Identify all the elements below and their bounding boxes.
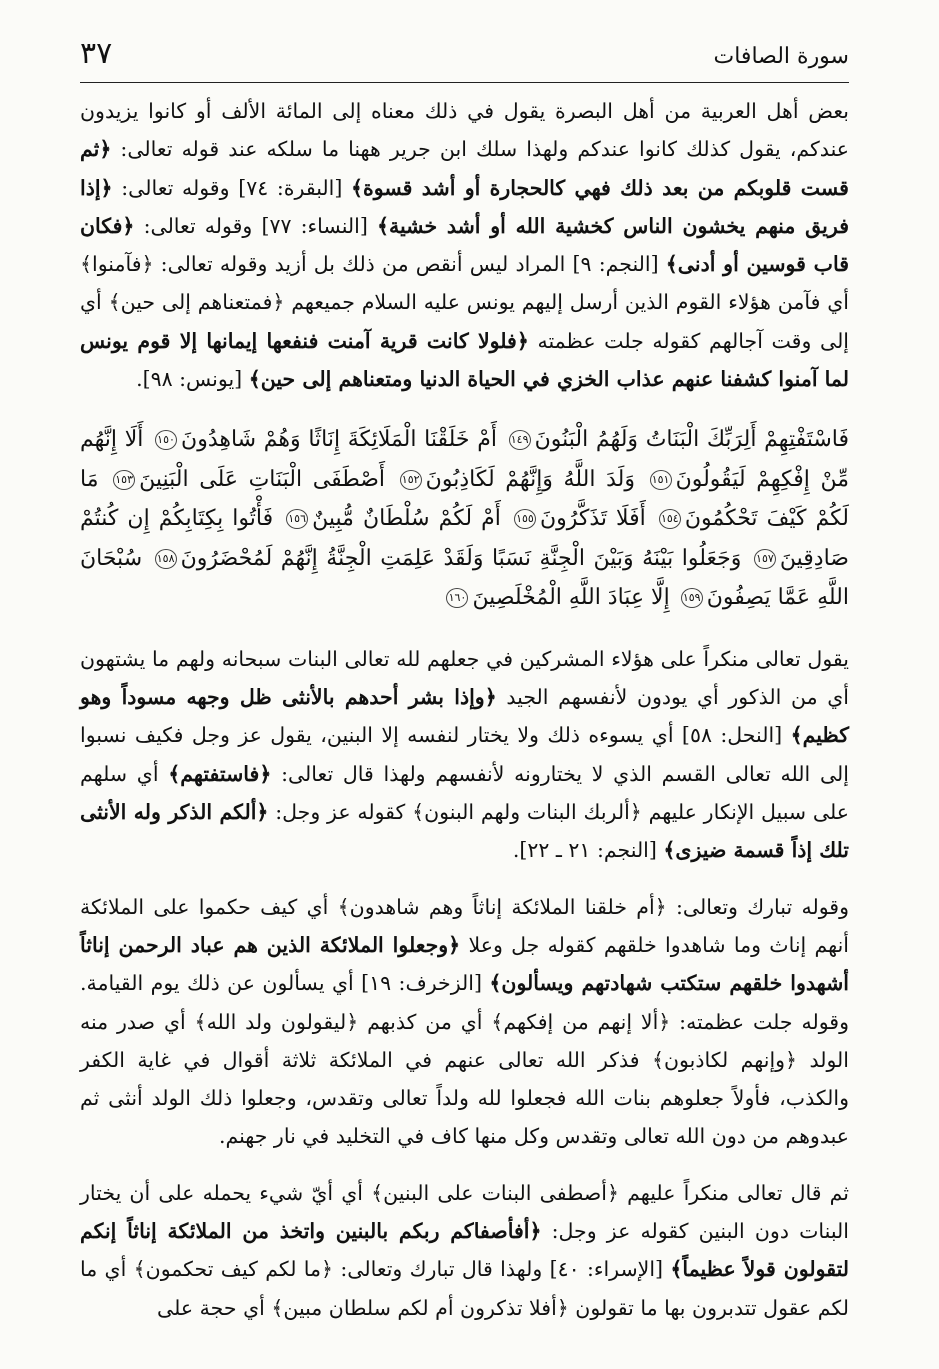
header-rule [80, 82, 849, 83]
quoted-verse: ﴿فكان قاب قوسين أو أدنى﴾ [80, 213, 849, 277]
commentary-text: أي سلهم على سبيل الإنكار عليهم ﴿ألربك البنات ولهم البنون﴾ كقوله عز وجل: [80, 761, 849, 825]
quoted-verse: ﴿وإذا بشر أحدهم بالأنثى ظل وجهه مسوداً وهو كظيم﴾ [80, 685, 850, 748]
ayah-number-medallion: ١٦٠ [446, 588, 468, 608]
commentary-text: [النجم: ٩] المراد ليس أنقص من ذلك بل أزيد وقوله تعالى: ﴿فآمنوا﴾ أي فآمن هؤلاء القوم الذين أرسل إليهم يونس عليه السلام جميعهم ﴿فمتعناهم إلى حين﴾ أي إلى وقت آجالهم كقوله جلت عظمته [80, 252, 850, 353]
ayah-number-medallion: ١٥٢ [400, 470, 422, 490]
page-number: ٣٧ [80, 36, 113, 71]
quoted-verse: ﴿إذا فريق منهم يخشون الناس كخشية الله أو أشد خشية﴾ [80, 175, 850, 238]
ayah-number-medallion: ١٥٣ [113, 470, 135, 490]
commentary-text: وقوله تبارك وتعالى: ﴿أم خلقنا الملائكة إناثاً وهم شاهدون﴾ أي كيف حكموا على الملائكة أنهم إناث وما شاهدوا خلقهم كقوله جل وعلا [80, 894, 849, 957]
quoted-verse: ﴿وجعلوا الملائكة الذين هم عباد الرحمن إناثاً أشهدوا خلقهم ستكتب شهادتهم ويسألون﴾ [80, 932, 849, 996]
commentary-text: [يونس: ٩٨]. [136, 367, 249, 392]
ayah-text: أَمْ خَلَقْنَا الْمَلَائِكَةَ إِنَاثًا وَهُمْ شَاهِدُونَ [181, 427, 497, 453]
ayah-number-medallion: ١٥٩ [681, 588, 703, 608]
ayah-text: فَاسْتَفْتِهِمْ أَلِرَبِّكَ الْبَنَاتُ وَلَهُمُ الْبَنُونَ [534, 427, 850, 453]
ayah-text: إِلَّا عِبَادَ اللَّهِ الْمُخْلَصِينَ [472, 585, 670, 611]
commentary-text: [النجم: ٢١ ـ ٢٢]. [512, 838, 664, 863]
commentary-text: ثم قال تعالى منكراً عليهم ﴿أصطفى البنات على البنين﴾ أي أيّ شيء يحمله على أن يختار البنات دون البنين كقوله عز وجل: [80, 1180, 849, 1244]
paragraph-3 [80, 888, 849, 1156]
page-content [80, 92, 849, 1327]
ayah-text: وَجَعَلُوا بَيْنَهُ وَبَيْنَ الْجِنَّةِ نَسَبًا وَلَقَدْ عَلِمَتِ الْجِنَّةُ إِنَّهُمْ لَمُحْضَرُونَ [180, 545, 742, 571]
ayah-text: فَأْتُوا بِكِتَابِكُمْ إِن كُنتُمْ صَادِقِينَ [80, 506, 849, 571]
page-header [80, 34, 849, 82]
ayah-number-medallion: ١٥٨ [155, 549, 177, 569]
ayah-text: وَلَدَ اللَّهُ وَإِنَّهُمْ لَكَاذِبُونَ [425, 466, 635, 492]
quoted-verse: ﴿فلولا كانت قرية آمنت فنفعها إيمانها إلا قوم يونس لما آمنوا كشفنا عنهم عذاب الخزي في الحياة الدنيا ومتعناهم إلى حين﴾ [80, 328, 849, 392]
commentary-text: [النحل: ٥٨] أي يسوءه ذلك ولا يختار لنفسه إلا البنين، يقول عز وجل فكيف نسبوا إلى الله تعالى القسم الذي لا يختارونه لأنفسهم ولهذا قال تعالى: [80, 723, 849, 786]
ayah-number-medallion: ١٥٧ [754, 549, 776, 569]
ayah-text: أَصْطَفَى الْبَنَاتِ عَلَى الْبَنِينَ [139, 466, 386, 492]
quoted-verse: ﴿ثم قست قلوبكم من بعد ذلك فهي كالحجارة أو أشد قسوة﴾ [80, 137, 849, 200]
ayah-number-medallion: ١٥٦ [286, 509, 308, 529]
commentary-text: [البقرة: ٧٤] وقوله تعالى: [112, 175, 352, 200]
paragraph-4 [80, 1174, 849, 1327]
commentary-text: بعض أهل العربية من أهل البصرة يقول في ذلك معناه إلى المائة الألف أو كانوا يزيدون عندكم، يقول كذلك كانوا عندكم ولهذا سلك ابن جرير ههنا ما سلكه عند قوله تعالى: [80, 99, 849, 162]
commentary-text: [الزخرف: ١٩] أي يسألون عن ذلك يوم القيامة. وقوله جلت عظمته: ﴿ألا إنهم من إفكهم﴾ أي من كذبهم ﴿ليقولون ولد الله﴾ أي صدر منه الولد ﴿وإنهم لكاذبون﴾ فذكر الله تعالى عنهم في الملائكة ثلاثة أقوال في غاية الكفر والكذب، فأولاً جعلوهم بنات الله فجعلوا لله ولداً تعالى وتقدس، وجعلوا ذلك الولد أنثى ثم عبدوهم من دون الله تعالى وتقدس وكل منها كاف في التخليد في نار جهنم. [80, 971, 849, 1149]
ayah-number-medallion: ١٥١ [650, 470, 672, 490]
commentary-text: [الإسراء: ٤٠] ولهذا قال تبارك وتعالى: ﴿ما لكم كيف تحكمون﴾ أي ما لكم عقول تتدبرون بها ما تقولون ﴿أفلا تذكرون أم لكم سلطان مبين﴾ أي حجة على [80, 1257, 849, 1320]
paragraph-gap [80, 1156, 849, 1174]
ayah-number-medallion: ١٤٩ [509, 430, 531, 450]
ayah-text: أَمْ لَكُمْ سُلْطَانٌ مُّبِينٌ [312, 506, 501, 532]
paragraph-gap [80, 870, 849, 888]
ayah-number-medallion: ١٥٤ [659, 509, 681, 529]
paragraph-2 [80, 640, 849, 870]
ayah-text: أَفَلَا تَذَكَّرُونَ [539, 506, 646, 532]
ayah-number-medallion: ١٥٠ [155, 430, 177, 450]
quoted-verse: ﴿فاستفتهم﴾ [168, 761, 272, 786]
quran-passage [80, 420, 849, 618]
commentary-text: [النساء: ٧٧] وقوله تعالى: [134, 213, 377, 238]
quoted-verse: ﴿أفأصفاكم ربكم بالبنين واتخذ من الملائكة إناثاً إنكم لتقولون قولاً عظيماً﴾ [80, 1219, 850, 1282]
ayah-text: أَلَا إِنَّهُم مِّنْ إِفْكِهِمْ لَيَقُولُونَ [80, 427, 849, 492]
paragraph-1 [80, 92, 849, 398]
ayah-text: سُبْحَانَ اللَّهِ عَمَّا يَصِفُونَ [80, 545, 849, 611]
commentary-text: يقول تعالى منكراً على هؤلاء المشركين في جعلهم لله تعالى البنات سبحانه ولهم ما يشتهون أي من الذكور أي يودون لأنفسهم الجيد [80, 646, 849, 710]
quoted-verse: ﴿ألكم الذكر وله الأنثى تلك إذاً قسمة ضيزى﴾ [80, 800, 849, 863]
ayah-number-medallion: ١٥٥ [514, 509, 536, 529]
ayah-text: مَا لَكُمْ كَيْفَ تَحْكُمُونَ [80, 466, 849, 532]
running-title: سورة الصافات [713, 44, 849, 69]
